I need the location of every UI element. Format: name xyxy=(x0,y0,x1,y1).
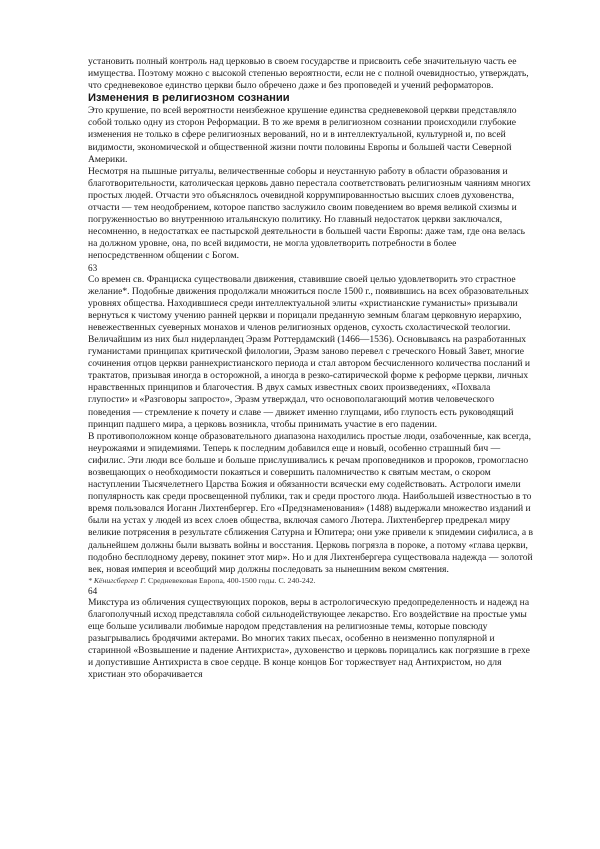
paragraph-4: В противоположном конце образовательного диапазона находились простые люди, озабоченные, как всегда, неурожаями и эпидемиями. Теперь к последним добавился еще и новый, особенно страшный бич — сифилис. Эти люди все больше и больше прислушивались к речам проповедников и пророков, громогласно возвещающих о необходимости покаяться и совершить паломничество к святым местам, о скором наступлении Тысячелетнего Царства Божия и обязанности всячески ему содействовать. Астрологи имели популярность как среди просвещенной публики, так и среди простого люда. Наибольшей известностью в то время пользовался Иоганн Лихтенбергер. Его «Предзнаменования» (1488) выдержали множество изданий и были на устах у людей из всех слоев общества, включая самого Лютера. Лихтенбергер предрекал миру великие потрясения в результате сближения Сатурна и Юпитера; они уже привели к эпидемии сифилиса, а в дальнейшем должны были вызвать войны и восстания. Церковь погрязла в пороке, а потому «глава церкви, подобно бесплодному дереву, покинет этот мир». Но и для Лихтенбергера существовала надежда — золотой век, новая империя и всеобщий мир должны последовать за нынешним веком смятения. xyxy=(88,430,534,575)
paragraph-3: Со времен св. Франциска существовали движения, ставившие своей целью удовлетворить это страстное желание*. Подобные движения продолжали множиться после 1500 г., появившись на всех образовательных уровнях общества. Находившиеся среди интеллектуальной элиты «христианские гуманисты» призывали вернуться к чистому учению ранней церкви и порицали преданную земным благам церковную иерархию, невежественных суеверных монахов и членов религиозных орденов, сухость схоластической теологии. Величайшим из них был нидерландец Эразм Роттердамский (1466—1536). Основываясь на разработанных гуманистами принципах критической филологии, Эразм заново перевел с греческого Новый Завет, многие сочинения отцов церкви раннехристианского периода и стал автором бесчисленного количества посланий и трактатов, призывая иногда в осторожной, а иногда в резко-сатирической форме к реформе церкви, личных нравственных принципов и благочестия. В двух самых известных своих произведениях, «Похвала глупости» и «Разговоры запросто», Эразм утверждал, что основополагающий мотив человеческого поведения — стремление к почету и славе — движет именно глупцами, ибо глупость есть руководящий принцип падшего мира, а церковь возникла, чтобы принимать участие в его падении. xyxy=(88,273,530,430)
footnote-author: * Кёнигсбергер Г. xyxy=(88,575,147,585)
footnote-source: Средневековая Европа, 400-1500 годы. С. 240-242. xyxy=(146,575,316,585)
document-page xyxy=(88,56,534,682)
section-heading: Изменения в религиозном сознании xyxy=(88,92,290,105)
footnote xyxy=(88,576,534,586)
paragraph-intro: установить полный контроль над церковью в своем государстве и присвоить себе значительную часть ее имущества. Поэтому можно с высокой степенью вероятности, если не с полной очевидностью, утверждать, что средневековое единство церкви было обречено даже и без проповедей и учений реформаторов. xyxy=(88,56,529,92)
paragraph-5: Микстура из обличения существующих пороков, веры в астрологическую предопределенность и надежд на благополучный исход представляла собой сильнодействующее лекарство. Его воздействие на простые умы еще больше усиливали любимые народом представления на религиозные темы, которые повсюду разыгрывались бродячими актерами. Во многих таких пьесах, особенно в неизменно популярной и старинной «Возвышение и падение Антихриста», духовенство и церковь порицались как погрязшие в грехе и допустившие Антихриста в свое сердце. В конце концов Бог торжествует над Антихристом, но для христиан это оборачивается xyxy=(88,596,530,681)
paragraph-1: Это крушение, по всей вероятности неизбежное крушение единства средневековой церкви представляло собой только одну из сторон Реформации. В то же время в религиозном сознании происходили глубокие изменения не только в сфере религиозных верований, но и в интеллектуальной, культурной и, по всей видимости, экономической и общественной жизни почти половины Европы и большей части Северной Америки. xyxy=(88,105,517,165)
page-number-63: 63 xyxy=(88,262,98,273)
page-number-64: 64 xyxy=(88,585,98,596)
paragraph-2: Несмотря на пышные ритуалы, величественные соборы и неустанную работу в области образования и благотворительности, католическая церковь давно перестала соответствовать религиозным чаяниям многих простых людей. Отчасти это объяснялось очевидной коррумпированностью высших слоев духовенства, отчасти — тем неодобрением, которое папство заслужило своим поведением во время великой схизмы и погруженностью во внутреннюю итальянскую политику. Но главный недостаток церкви заключался, несомненно, в недостатках ее пастырской деятельности в большей части Европы: даже там, где она велась на должном уровне, она, по всей видимости, не могла удовлетворить потребности в более непосредственном общении с Богом. xyxy=(88,165,531,262)
